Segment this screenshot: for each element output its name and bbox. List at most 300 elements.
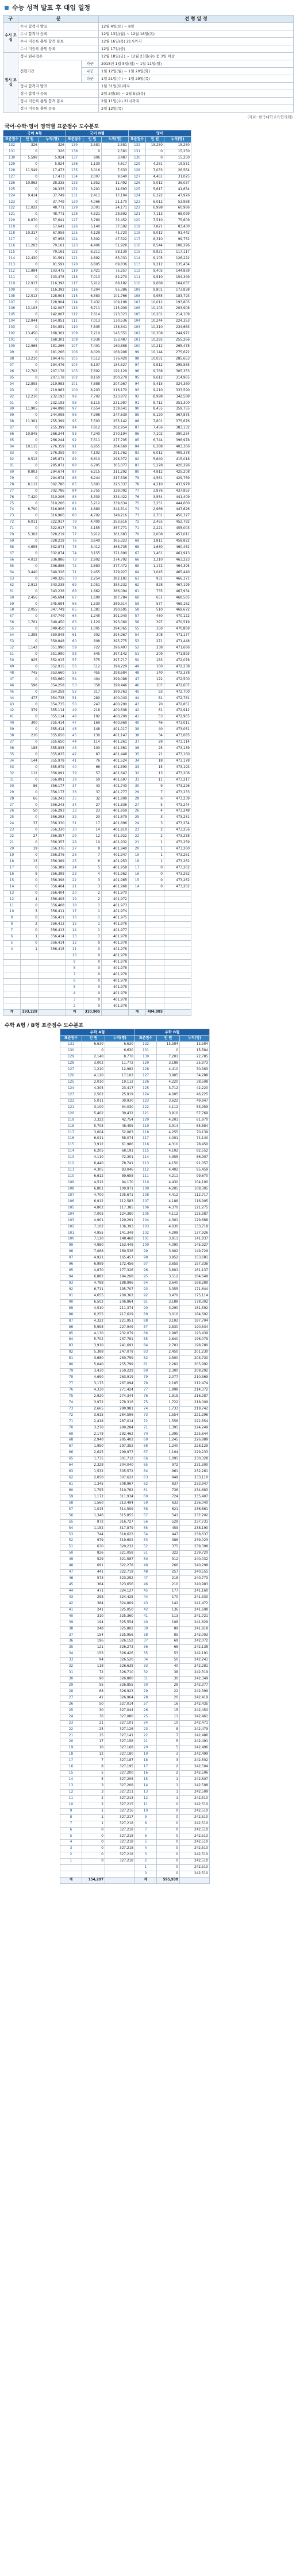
cumulative-cell: 401,147 — [102, 733, 129, 740]
cumulative-cell: 441,409 — [164, 495, 191, 501]
score-cell: 25 — [3, 815, 21, 821]
count-cell: 7,102 — [83, 450, 102, 457]
table-row — [60, 1570, 210, 1576]
score-cell: 101 — [3, 338, 21, 344]
score-cell: 87 — [129, 426, 146, 432]
score-cell: 77 — [129, 488, 146, 495]
cumulative-cell: 400,290 — [102, 702, 129, 708]
score-cell: 24 — [129, 821, 146, 828]
score-cell: 99 — [66, 394, 83, 400]
cumulative-cell: 237,731 — [180, 1519, 210, 1525]
schedule-row — [3, 30, 294, 38]
score-cell: 48 — [3, 670, 21, 677]
cumulative-cell: 274,344 — [105, 1393, 135, 1400]
score-cell: 74 — [60, 1400, 82, 1406]
count-cell: 3 — [82, 1783, 105, 1789]
count-cell: 0 — [21, 777, 39, 783]
count-cell: 144 — [21, 758, 39, 764]
table-row — [60, 1042, 210, 1048]
count-cell: 1,461 — [146, 551, 164, 557]
score-cell: 127 — [60, 1067, 82, 1073]
score-cell: 96 — [129, 369, 146, 375]
score-cell: 70 — [66, 576, 83, 582]
cumulative-cell: 310,206 — [39, 495, 66, 501]
cumulative-cell: 48,771 — [39, 206, 66, 212]
cumulative-cell: 244,098 — [39, 407, 66, 413]
count-cell: 0 — [82, 1833, 105, 1840]
score-cell: 125 — [135, 1086, 157, 1092]
cumulative-cell: 397,717 — [102, 658, 129, 664]
cumulative-cell: 48,771 — [39, 212, 66, 218]
score-cell: 125 — [66, 231, 83, 237]
schedule-item-label: 수시 합격자 발표 — [18, 23, 99, 30]
cumulative-cell: 194,476 — [39, 356, 66, 362]
count-cell: 4,700 — [82, 1192, 105, 1199]
count-cell: 2,502 — [82, 1092, 105, 1098]
table-row — [3, 476, 191, 482]
cumulative-cell: 194,476 — [39, 362, 66, 369]
score-cell: 31 — [66, 821, 83, 828]
score-cell — [129, 997, 146, 1003]
total-value: 154,297 — [82, 1878, 105, 1884]
schedule-date: 2월 3일(화) ~ 2월 5일(목) — [99, 90, 294, 98]
count-cell: 10,295 — [146, 338, 164, 344]
cumulative-cell: 324,127 — [105, 1588, 135, 1594]
score-cell: 8 — [66, 965, 83, 972]
score-cell: 130 — [60, 1048, 82, 1055]
count-cell: 148 — [83, 727, 102, 733]
cumulative-cell: 415,018 — [164, 457, 191, 463]
count-cell: 7,702 — [83, 394, 102, 400]
score-cell: 95 — [129, 375, 146, 381]
count-cell: 1,245 — [83, 614, 102, 620]
score-cell: 19 — [129, 852, 146, 859]
score-cell: 45 — [66, 733, 83, 740]
cumulative-cell: 91,591 — [39, 256, 66, 262]
korean-table-title: 국어·수학·영어 영역별 표준점수 도수분포 — [5, 124, 99, 130]
count-cell: 7,420 — [21, 495, 39, 501]
table-row — [60, 1852, 210, 1859]
score-cell: 117 — [66, 281, 83, 287]
table-row — [60, 1275, 210, 1281]
table-row — [60, 1130, 210, 1136]
cumulative-cell: 401,978 — [102, 959, 129, 965]
score-cell: 5 — [135, 1840, 157, 1846]
score-cell: 105 — [129, 312, 146, 319]
score-cell: 47 — [129, 677, 146, 683]
count-cell: 3,175 — [82, 1381, 105, 1387]
count-cell: 4,655 — [82, 1293, 105, 1299]
count-cell: 1 — [146, 840, 164, 847]
count-cell: 2,300 — [157, 1369, 180, 1375]
score-cell: 67 — [60, 1444, 82, 1450]
cumulative-cell: 187,704 — [180, 1318, 210, 1324]
count-cell: 1,530 — [83, 601, 102, 608]
cumulative-cell: 401,809 — [102, 796, 129, 802]
cumulative-cell: 176,420 — [102, 356, 129, 362]
count-cell: 0 — [21, 941, 39, 947]
cumulative-cell: 89,658 — [105, 1174, 135, 1180]
table-row — [3, 758, 191, 764]
count-cell: 10,845 — [21, 432, 39, 438]
score-cell: 36 — [66, 790, 83, 796]
table-row — [60, 1262, 210, 1268]
table-row — [3, 149, 191, 155]
count-cell: 1,811 — [146, 539, 164, 545]
count-cell: 13 — [146, 771, 164, 777]
table-row — [3, 715, 191, 721]
table-row — [3, 237, 191, 244]
count-cell: 1,733 — [157, 1406, 180, 1412]
count-cell: 4,255 — [157, 1130, 180, 1136]
count-cell: 3,440 — [21, 570, 39, 576]
cumulative-cell: 86,907 — [180, 1155, 210, 1161]
count-cell: 4,220 — [157, 1079, 180, 1086]
count-cell: 2,178 — [82, 1431, 105, 1438]
cumulative-cell: 184,602 — [180, 1312, 210, 1318]
score-cell: 12 — [135, 1795, 157, 1802]
score-cell: 114 — [66, 300, 83, 306]
count-cell: 5,755 — [83, 488, 102, 495]
score-cell: 1 — [60, 1859, 82, 1865]
cumulative-cell: 401,970 — [102, 890, 129, 897]
table-row — [60, 1312, 210, 1318]
score-cell: 14 — [60, 1777, 82, 1783]
cumulative-cell: 181,266 — [39, 344, 66, 350]
score-cell: 28 — [135, 1695, 157, 1701]
score-cell: 122 — [66, 249, 83, 256]
score-cell: 15 — [60, 1771, 82, 1777]
count-cell: 4,012 — [21, 557, 39, 563]
table-row — [3, 683, 191, 689]
score-cell: 45 — [3, 689, 21, 696]
score-cell: 102 — [3, 331, 21, 338]
count-cell: 10,212 — [146, 344, 164, 350]
count-cell: 8,998 — [146, 394, 164, 400]
score-cell: 23 — [66, 871, 83, 878]
count-cell: 86 — [21, 783, 39, 790]
cumulative-cell — [164, 997, 191, 1003]
count-cell: 4,128 — [83, 231, 102, 237]
cumulative-cell: 401,972 — [102, 897, 129, 903]
score-cell: 70 — [135, 1431, 157, 1438]
table-row — [3, 325, 191, 331]
score-cell: 77 — [66, 532, 83, 539]
score-cell: 112 — [135, 1168, 157, 1174]
count-cell: 5,802 — [83, 237, 102, 244]
mtable-column-header: 표준점수 — [135, 1036, 157, 1042]
score-cell — [60, 1871, 82, 1878]
cumulative-cell: 401,974 — [102, 909, 129, 916]
score-cell: 32 — [66, 815, 83, 821]
count-cell: 3,322 — [82, 1117, 105, 1123]
score-cell: 9 — [135, 1814, 157, 1821]
count-cell: 1 — [83, 934, 102, 941]
table-row — [3, 438, 191, 445]
cumulative-cell: 82,552 — [180, 1149, 210, 1155]
table-row — [60, 1632, 210, 1639]
count-cell: 1 — [83, 903, 102, 909]
count-cell: 298 — [82, 1594, 105, 1601]
score-cell: 87 — [66, 469, 83, 476]
count-cell: 4,655 — [21, 545, 39, 551]
score-cell: 110 — [3, 281, 21, 287]
count-cell: 4,310 — [157, 1142, 180, 1149]
cumulative-cell: 242,510 — [180, 1821, 210, 1827]
score-cell: 18 — [66, 903, 83, 909]
count-cell: 28 — [157, 1682, 180, 1689]
score-cell: 76 — [135, 1393, 157, 1400]
cumulative-cell: 313,494 — [105, 1500, 135, 1507]
score-cell: 39 — [135, 1626, 157, 1632]
count-cell: 0 — [157, 1865, 180, 1871]
cumulative-cell: 311,292 — [102, 469, 129, 476]
table-row — [3, 941, 191, 947]
score-cell: 19 — [66, 897, 83, 903]
cumulative-cell: 171,644 — [180, 1287, 210, 1293]
table-row — [3, 287, 191, 293]
score-cell: 131 — [129, 149, 146, 155]
count-cell: 0 — [21, 539, 39, 545]
table-row — [3, 275, 191, 281]
cumulative-cell: 327,158 — [105, 1739, 135, 1745]
count-cell: 6,440 — [82, 1161, 105, 1168]
score-cell: 32 — [3, 771, 21, 777]
cumulative-cell: 232,193 — [39, 400, 66, 407]
count-cell: 4,281 — [146, 161, 164, 168]
cumulative-cell: 401,962 — [102, 871, 129, 878]
cumulative-cell: 466,371 — [164, 576, 191, 582]
score-cell: 14 — [66, 928, 83, 934]
count-cell: 0 — [157, 1840, 180, 1846]
math-table-title: 수학 A형 / B형 표준점수 도수분포 — [5, 1023, 84, 1029]
cumulative-cell: 320,232 — [105, 1544, 135, 1551]
score-cell: 70 — [129, 532, 146, 539]
score-cell — [129, 916, 146, 922]
count-cell: 1 — [21, 934, 39, 941]
count-cell: 1,554 — [157, 1412, 180, 1419]
cumulative-cell: 401,836 — [102, 802, 129, 809]
score-cell: 7 — [3, 928, 21, 934]
score-cell: 117 — [60, 1130, 82, 1136]
score-cell: 112 — [129, 268, 146, 275]
score-cell: 7 — [66, 972, 83, 978]
count-cell: 4,406 — [83, 244, 102, 250]
cumulative-cell: 345,694 — [39, 601, 66, 608]
table-row — [60, 1048, 210, 1055]
count-cell: 36 — [82, 1714, 105, 1720]
table-row — [3, 947, 191, 953]
cumulative-cell — [164, 953, 191, 959]
table-row — [60, 1808, 210, 1814]
count-cell: 2,254 — [83, 576, 102, 582]
score-cell: 42 — [60, 1601, 82, 1607]
score-cell — [129, 903, 146, 909]
count-cell: 300 — [21, 721, 39, 727]
count-cell: 9 — [21, 871, 39, 878]
score-cell: 25 — [135, 1714, 157, 1720]
table-row — [3, 702, 191, 708]
cumulative-cell: 242,510 — [180, 1802, 210, 1808]
count-cell: 3 — [21, 909, 39, 916]
cumulative-cell: 470,122 — [164, 614, 191, 620]
count-cell — [146, 991, 164, 997]
count-cell: 2,456 — [21, 595, 39, 601]
cumulative-cell: 327,141 — [105, 1733, 135, 1739]
cumulative-cell: 291,762 — [102, 450, 129, 457]
score-cell: 131 — [135, 1048, 157, 1055]
table-row — [3, 865, 191, 871]
score-cell: 77 — [60, 1381, 82, 1387]
score-cell: 35 — [129, 752, 146, 758]
ktable-group-header: 국어 A형 — [3, 130, 66, 137]
count-cell: 0 — [21, 651, 39, 658]
table-row — [60, 1306, 210, 1312]
score-cell: 124 — [129, 193, 146, 199]
score-cell — [3, 978, 21, 984]
score-cell: 6 — [66, 978, 83, 984]
cumulative-cell: 242,471 — [180, 1720, 210, 1727]
count-cell: 3 — [83, 878, 102, 884]
count-cell: 931 — [146, 576, 164, 582]
cumulative-cell: 323,656 — [105, 1582, 135, 1588]
count-cell: 266 — [157, 1563, 180, 1570]
count-cell: 7,654 — [83, 407, 102, 413]
score-cell: 28 — [129, 796, 146, 802]
score-cell: 24 — [66, 865, 83, 871]
total-label: 계 — [66, 1010, 83, 1016]
table-row — [60, 1431, 210, 1438]
score-cell: 15 — [129, 878, 146, 884]
score-cell: 105 — [60, 1205, 82, 1211]
score-cell: 117 — [3, 237, 21, 244]
count-cell: 0 — [83, 978, 102, 984]
score-cell: 54 — [135, 1532, 157, 1538]
table-row — [60, 1821, 210, 1827]
count-cell: 3,512 — [157, 1275, 180, 1281]
score-cell: 27 — [129, 802, 146, 809]
cumulative-cell: 473,258 — [164, 834, 191, 840]
table-row — [3, 727, 191, 733]
cumulative-cell: 83,430 — [164, 225, 191, 231]
cumulative-cell: 327,014 — [105, 1701, 135, 1708]
schedule-row — [3, 60, 294, 68]
score-cell: 89 — [60, 1306, 82, 1312]
table-row — [3, 1003, 191, 1010]
score-cell: 121 — [135, 1111, 157, 1117]
count-cell: 0 — [21, 325, 39, 331]
table-row — [3, 972, 191, 978]
score-cell: 86 — [66, 476, 83, 482]
count-cell: 15 — [157, 1708, 180, 1714]
cumulative-cell: 307,622 — [105, 1476, 135, 1482]
count-cell: 837 — [157, 1481, 180, 1488]
score-cell: 4 — [3, 947, 21, 953]
count-cell: 118 — [82, 1664, 105, 1670]
count-cell: 3,910 — [82, 1343, 105, 1350]
score-cell: 13 — [135, 1789, 157, 1795]
cumulative-cell: 403,366 — [164, 445, 191, 451]
score-cell: 2 — [60, 1852, 82, 1859]
count-cell: 0 — [21, 413, 39, 419]
score-cell — [129, 928, 146, 934]
cumulative-cell: 350,848 — [39, 633, 66, 639]
table-row — [3, 281, 191, 287]
count-cell: 0 — [21, 225, 39, 231]
score-cell: 11 — [135, 1802, 157, 1808]
score-cell: 115 — [3, 249, 21, 256]
cumulative-cell: 367,875 — [164, 413, 191, 419]
cumulative-cell: 242,510 — [180, 1840, 210, 1846]
score-cell: 115 — [66, 293, 83, 300]
count-cell: 4,702 — [83, 513, 102, 520]
cumulative-cell: 473,160 — [164, 752, 191, 758]
count-cell: 18 — [146, 758, 164, 764]
count-cell: 20 — [83, 815, 102, 821]
count-cell: 7,240 — [83, 432, 102, 438]
count-cell: 81 — [146, 696, 164, 702]
count-cell: 1 — [21, 947, 39, 953]
count-cell: 1 — [83, 909, 102, 916]
count-cell: 3,912 — [82, 1142, 105, 1149]
table-row — [3, 155, 191, 161]
cumulative-cell: 173,838 — [164, 287, 191, 293]
count-cell: 0 — [21, 840, 39, 847]
count-cell: 122 — [146, 677, 164, 683]
cumulative-cell: 324,425 — [105, 1594, 135, 1601]
count-cell: 1,005 — [83, 627, 102, 633]
score-cell: 115 — [129, 249, 146, 256]
table-row — [3, 721, 191, 727]
score-cell: 124 — [135, 1092, 157, 1098]
count-cell: 5,402 — [82, 1111, 105, 1117]
count-cell: 4,561 — [146, 476, 164, 482]
count-cell: 6,998 — [146, 206, 164, 212]
table-row — [3, 733, 191, 740]
score-cell: 87 — [60, 1318, 82, 1324]
table-row — [60, 1168, 210, 1174]
cumulative-cell: 322,917 — [39, 520, 66, 526]
score-cell: 124 — [66, 237, 83, 244]
count-cell: 2,055 — [21, 608, 39, 614]
score-cell: 33 — [66, 809, 83, 815]
cumulative-cell: 28,692 — [102, 212, 129, 218]
total-value: 310,905 — [83, 1010, 102, 1016]
score-cell: 56 — [66, 664, 83, 670]
score-cell: 78 — [135, 1381, 157, 1387]
count-cell: 0 — [21, 627, 39, 633]
schedule-date: 12월 17일(금) — [99, 45, 294, 53]
table-row — [3, 815, 191, 821]
cumulative-cell: 178,302 — [180, 1299, 210, 1306]
table-row — [3, 244, 191, 250]
count-cell: 108 — [157, 1620, 180, 1626]
count-cell: 1,690 — [83, 595, 102, 601]
count-cell: 6,380 — [83, 293, 102, 300]
table-row — [60, 1086, 210, 1092]
cumulative-cell: 356,413 — [39, 922, 66, 928]
schedule-item-label: 정시 원서접수 — [18, 53, 99, 60]
score-cell: 113 — [66, 306, 83, 312]
count-cell — [146, 972, 164, 978]
score-cell: 64 — [135, 1469, 157, 1476]
count-cell: 3,001 — [83, 206, 102, 212]
count-cell: 441 — [82, 1570, 105, 1576]
cumulative-cell: 356,243 — [39, 796, 66, 802]
count-cell: 21 — [82, 1720, 105, 1727]
count-cell: 5,702 — [82, 1337, 105, 1343]
table-row — [60, 1067, 210, 1073]
